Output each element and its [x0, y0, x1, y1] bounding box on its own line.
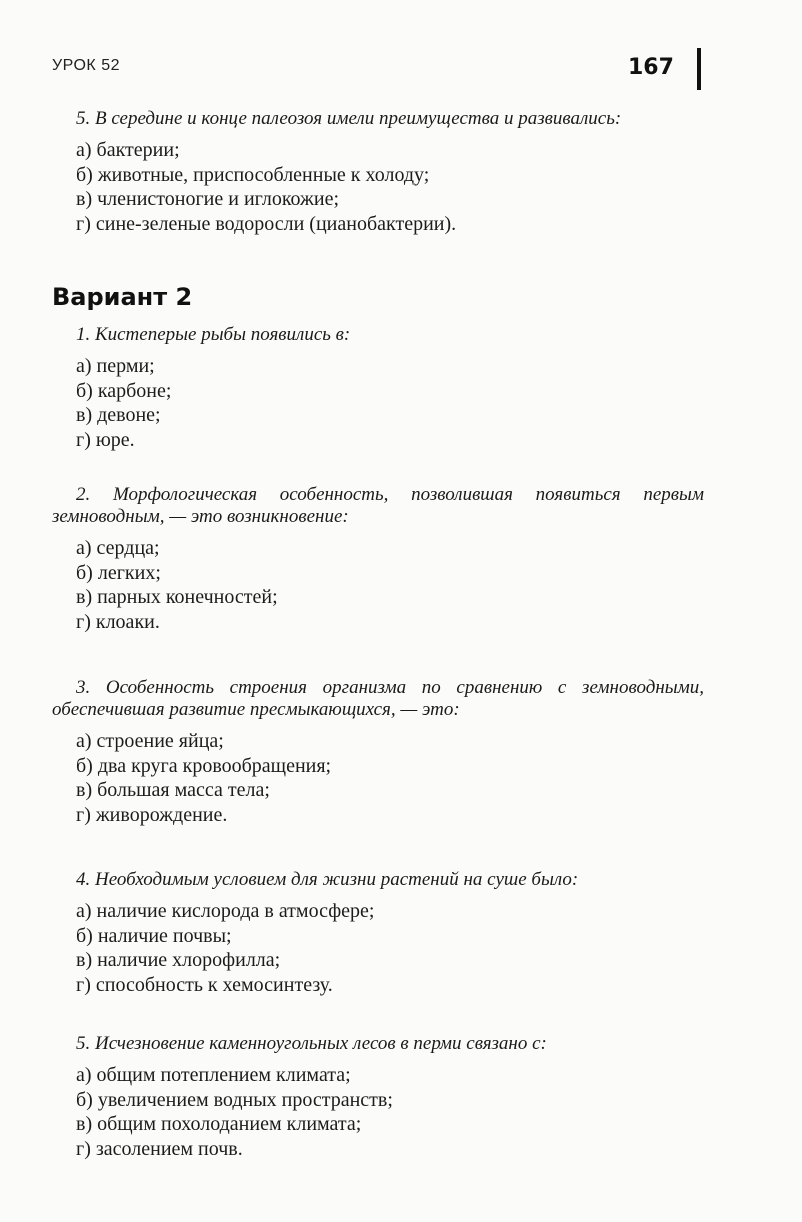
question-2 [52, 484, 704, 634]
question-text [52, 484, 704, 528]
answer-option: г) клоаки. [76, 610, 160, 633]
answer-option: а) строение яйца; [76, 730, 224, 752]
answer-option: в) членистоногие и иглокожие; [76, 188, 339, 210]
question-3 [52, 677, 704, 827]
answer-option: в) девоне; [76, 404, 161, 426]
answer-option: а) перми; [76, 355, 155, 377]
answer-option: в) парных конечностей; [76, 586, 278, 608]
page-number-rule [697, 48, 701, 90]
answer-option: б) легких; [76, 561, 161, 584]
answer-options [76, 138, 716, 236]
answer-options [52, 729, 704, 827]
answer-option: г) способность к хемосинтезу. [76, 973, 333, 996]
answer-option: б) животные, приспособленные к холоду; [76, 163, 430, 186]
answer-option: а) бактерии; [76, 139, 180, 161]
question-1 [76, 324, 716, 452]
answer-option: в) общим похолоданием климата; [76, 1113, 362, 1135]
question-text: 5. В середине и конце палеозоя имели преимущества и развивались: [76, 108, 622, 129]
question-text-content: 3. Особенность строения организма по сравнению с земноводными, обеспечившая развитие пресмыкающихся, — это: [52, 677, 704, 720]
answer-option: б) карбоне; [76, 379, 172, 402]
question-text: 4. Необходимым условием для жизни растений на суше было: [76, 869, 579, 890]
answer-option: а) наличие кислорода в атмосфере; [76, 900, 375, 922]
answer-option: г) живорождение. [76, 803, 228, 826]
answer-options [76, 899, 716, 997]
question-text [52, 677, 704, 721]
question-text: 5. Исчезновение каменноугольных лесов в перми связано с: [76, 1033, 547, 1054]
answer-option: а) сердца; [76, 537, 160, 559]
answer-option: г) засолением почв. [76, 1137, 243, 1160]
question-4 [76, 869, 716, 997]
answer-options [76, 354, 716, 452]
answer-options [52, 536, 704, 634]
answer-option: в) большая масса тела; [76, 779, 270, 801]
question-5 [76, 1033, 716, 1161]
question-text: 1. Кистеперые рыбы появились в: [76, 324, 351, 345]
answer-option: г) юре. [76, 428, 135, 451]
page-number: 167 [628, 55, 674, 80]
answer-option: г) сине-зеленые водоросли (цианобактерии). [76, 212, 457, 235]
answer-option: б) увеличением водных пространств; [76, 1088, 393, 1111]
running-head: УРОК 52 [52, 57, 120, 74]
answer-option: б) два круга кровообращения; [76, 754, 332, 777]
question-text-content: 2. Морфологическая особенность, позволившая появиться первым земноводным, — это возникновение: [52, 484, 704, 527]
answer-option: а) общим потеплением климата; [76, 1064, 351, 1086]
answer-option: б) наличие почвы; [76, 924, 232, 947]
answer-options [76, 1063, 716, 1161]
answer-option: в) наличие хлорофилла; [76, 949, 281, 971]
variant-heading: Вариант 2 [52, 283, 193, 311]
prev-question [76, 108, 716, 236]
